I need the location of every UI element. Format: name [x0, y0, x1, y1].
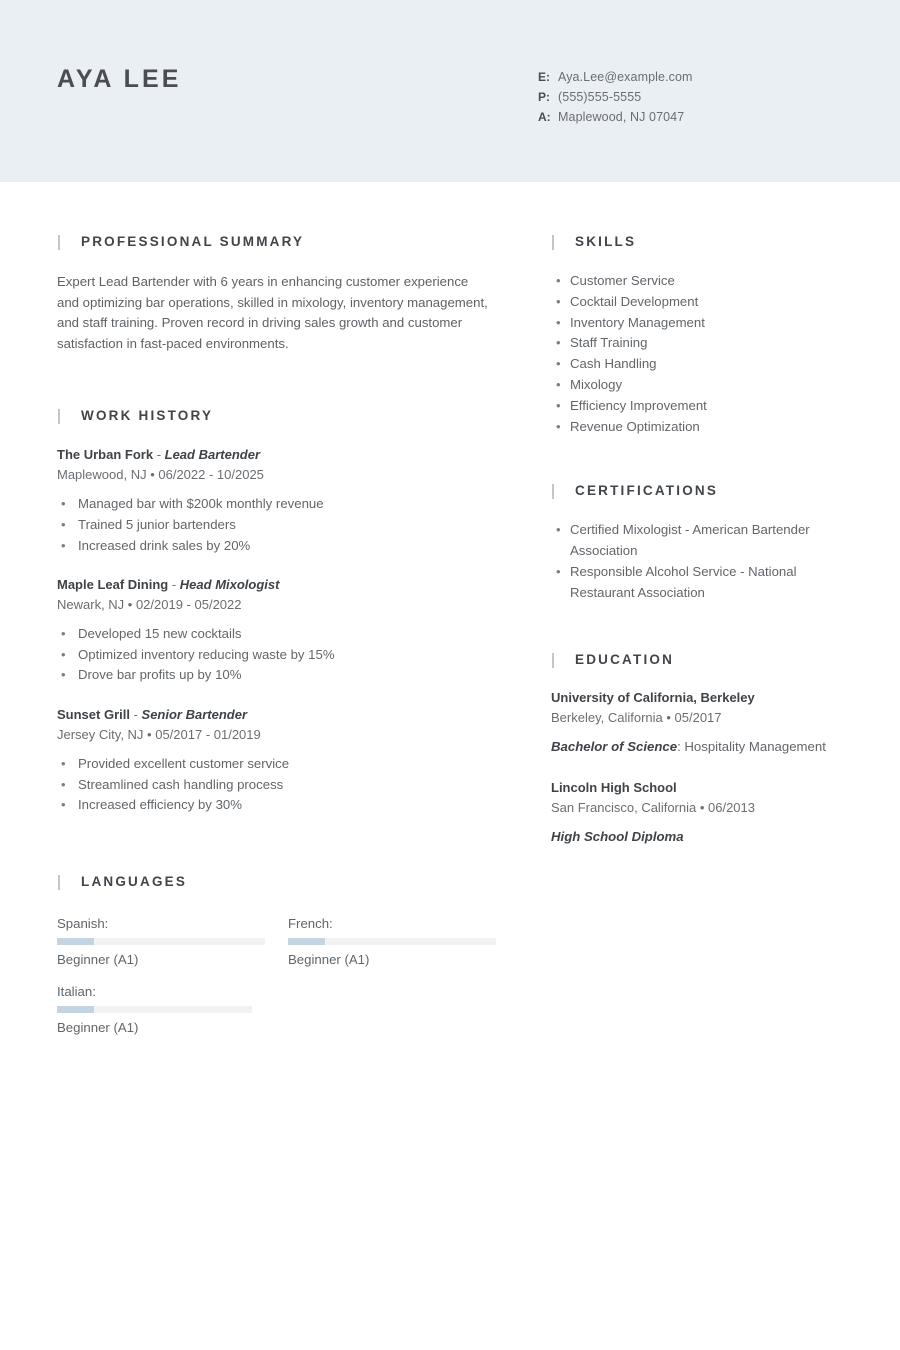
- bullet-icon: •: [556, 356, 561, 372]
- bullet-icon: •: [556, 293, 561, 309]
- section-heading-skills: [551, 232, 851, 252]
- language-level: Beginner (A1): [57, 951, 139, 967]
- work-company: Maple Leaf Dining: [57, 577, 169, 593]
- section-heading-label: CERTIFICATIONS: [575, 483, 719, 499]
- bullet-icon: •: [556, 376, 561, 392]
- work-entry: [57, 706, 497, 816]
- resume-header-band: [0, 0, 900, 182]
- bullet-icon: •: [61, 797, 66, 813]
- language-name: Spanish:: [57, 915, 109, 931]
- skill-text: Staff Training: [570, 335, 648, 351]
- work-bullet-text: Provided excellent customer service: [78, 755, 290, 771]
- languages-grid: [57, 914, 497, 1037]
- work-bullet-text: Managed bar with $200k monthly revenue: [78, 496, 324, 512]
- address-value: Maplewood, NJ 07047: [558, 110, 685, 124]
- section-heading-certifications: [551, 481, 851, 501]
- education-entry: [551, 779, 851, 848]
- education-school: University of California, Berkeley: [551, 689, 755, 705]
- work-meta: Jersey City, NJ • 05/2017 - 01/2019: [57, 726, 261, 742]
- certification-text: Certified Mixologist - American Bartender Association: [570, 522, 810, 559]
- section-heading-work-history: [57, 406, 497, 426]
- work-separator: -: [153, 447, 165, 463]
- work-company: Sunset Grill: [57, 706, 130, 722]
- phone-value: (555)555-5555: [558, 90, 642, 104]
- skill-item: [551, 313, 851, 334]
- language-name: French:: [288, 915, 333, 931]
- work-bullet-list: [57, 624, 497, 686]
- section-heading-label: PROFESSIONAL SUMMARY: [81, 234, 305, 249]
- contact-row-email: [538, 70, 858, 90]
- professional-summary-text: Expert Lead Bartender with 6 years in enhancing customer experience and optimizing bar operations, skilled in mixology, inventory management, and staff training. Proven record in driving sales growth and customer satisfaction in fast-paced environments.: [57, 274, 488, 351]
- work-bullet: [57, 665, 497, 686]
- candidate-name: AYA LEE: [57, 65, 182, 93]
- work-meta: Newark, NJ • 02/2019 - 05/2022: [57, 597, 242, 613]
- contact-block: [538, 70, 858, 130]
- left-column: [57, 232, 497, 1037]
- education-entry: [551, 689, 851, 758]
- education-school: Lincoln High School: [551, 780, 677, 796]
- language-item-french: [288, 914, 496, 969]
- education-meta: Berkeley, California • 05/2017: [551, 709, 722, 725]
- bullet-icon: •: [556, 418, 561, 434]
- work-bullet-text: Optimized inventory reducing waste by 15%: [78, 646, 335, 662]
- education-degree-rest: : Hospitality Management: [677, 738, 826, 754]
- bullet-icon: •: [61, 626, 66, 642]
- languages-row: [57, 982, 497, 1037]
- education-degree-label: Bachelor of Science: [551, 738, 678, 754]
- bullet-icon: •: [61, 646, 66, 662]
- education-degree: [551, 737, 831, 758]
- right-column: [551, 232, 851, 848]
- bullet-icon: •: [556, 397, 561, 413]
- work-bullet-text: Developed 15 new cocktails: [78, 626, 242, 642]
- skill-text: Cash Handling: [570, 356, 657, 372]
- phone-label: P:: [538, 90, 550, 104]
- work-bullet-text: Increased drink sales by 20%: [78, 537, 251, 553]
- section-heading-education: [551, 650, 851, 670]
- work-entry-title-line: [57, 446, 497, 464]
- work-bullet-text: Increased efficiency by 30%: [78, 797, 242, 813]
- education-degree-label: High School Diploma: [551, 829, 684, 845]
- language-level: Beginner (A1): [288, 951, 370, 967]
- language-level: Beginner (A1): [57, 1019, 139, 1035]
- bullet-icon: •: [61, 776, 66, 792]
- work-bullet-list: [57, 754, 497, 816]
- work-entry-title-line: [57, 706, 497, 724]
- language-name: Italian:: [57, 983, 96, 999]
- work-bullet: [57, 775, 497, 796]
- section-accent-bar-icon: [58, 235, 60, 250]
- education-degree: [551, 827, 831, 848]
- language-proficiency-track: [57, 1006, 252, 1013]
- skill-item: [551, 417, 851, 438]
- bullet-icon: •: [61, 537, 66, 553]
- certification-text: Responsible Alcohol Service - National Restaurant Association: [570, 563, 797, 600]
- work-role: Senior Bartender: [141, 706, 248, 722]
- email-value: Aya.Lee@example.com: [558, 70, 693, 84]
- skill-text: Efficiency Improvement: [570, 397, 707, 413]
- bullet-icon: •: [556, 563, 561, 579]
- section-heading-label: EDUCATION: [575, 651, 675, 667]
- work-company: The Urban Fork: [57, 447, 154, 463]
- skill-text: Cocktail Development: [570, 293, 699, 309]
- email-label: E:: [538, 70, 550, 84]
- section-heading-label: SKILLS: [575, 234, 637, 249]
- skill-item: [551, 396, 851, 417]
- work-bullet: [57, 754, 497, 775]
- work-entry: [57, 576, 497, 686]
- skill-item: [551, 354, 851, 375]
- section-heading-professional-summary: [57, 232, 497, 252]
- skill-item: [551, 333, 851, 354]
- bullet-icon: •: [556, 273, 561, 288]
- contact-row-address: [538, 110, 858, 130]
- work-entry-title-line: [57, 576, 497, 594]
- skill-text: Customer Service: [570, 273, 675, 288]
- skill-text: Mixology: [570, 376, 623, 392]
- skill-text: Inventory Management: [570, 314, 705, 330]
- section-heading-label: LANGUAGES: [81, 873, 188, 889]
- bullet-icon: •: [556, 314, 561, 330]
- language-proficiency-track: [288, 938, 496, 945]
- section-accent-bar-icon: [58, 875, 60, 890]
- certification-item: [551, 520, 851, 562]
- section-accent-bar-icon: [552, 484, 554, 499]
- section-accent-bar-icon: [552, 235, 554, 250]
- languages-row: [57, 914, 497, 969]
- bullet-icon: •: [61, 516, 66, 532]
- work-bullet: [57, 494, 497, 515]
- certifications-list: [551, 520, 851, 603]
- work-bullet: [57, 624, 497, 645]
- work-separator: -: [129, 706, 142, 722]
- work-bullet: [57, 515, 497, 536]
- skill-item: [551, 375, 851, 396]
- skill-item: [551, 292, 851, 313]
- language-proficiency-fill: [57, 1006, 94, 1013]
- certification-item: [551, 562, 851, 604]
- language-proficiency-track: [57, 938, 265, 945]
- work-meta: Maplewood, NJ • 06/2022 - 10/2025: [57, 467, 264, 483]
- section-heading-label: WORK HISTORY: [81, 408, 214, 424]
- section-accent-bar-icon: [552, 653, 554, 668]
- bullet-icon: •: [61, 667, 66, 683]
- work-role: Lead Bartender: [164, 447, 261, 463]
- language-proficiency-fill: [57, 938, 94, 945]
- work-bullet-text: Streamlined cash handling process: [78, 776, 284, 792]
- skills-list: [551, 271, 851, 437]
- work-role: Head Mixologist: [179, 577, 280, 593]
- work-bullet-text: Trained 5 junior bartenders: [78, 516, 236, 532]
- section-heading-languages: [57, 872, 497, 892]
- language-item-spanish: [57, 914, 265, 969]
- education-meta: San Francisco, California • 06/2013: [551, 800, 755, 816]
- language-proficiency-fill: [288, 938, 325, 945]
- section-accent-bar-icon: [58, 409, 60, 424]
- work-bullet-text: Drove bar profits up by 10%: [78, 667, 242, 683]
- address-label: A:: [538, 110, 551, 124]
- bullet-icon: •: [556, 522, 561, 538]
- bullet-icon: •: [61, 496, 66, 512]
- work-entry: [57, 446, 497, 556]
- bullet-icon: •: [556, 335, 561, 351]
- work-bullet: [57, 536, 497, 557]
- bullet-icon: •: [61, 755, 66, 771]
- work-bullet-list: [57, 494, 497, 556]
- work-separator: -: [168, 577, 180, 593]
- contact-row-phone: [538, 90, 858, 110]
- work-bullet: [57, 645, 497, 666]
- work-bullet: [57, 795, 497, 816]
- language-item-italian: [57, 982, 265, 1037]
- skill-text: Revenue Optimization: [570, 418, 700, 434]
- skill-item: [551, 271, 851, 292]
